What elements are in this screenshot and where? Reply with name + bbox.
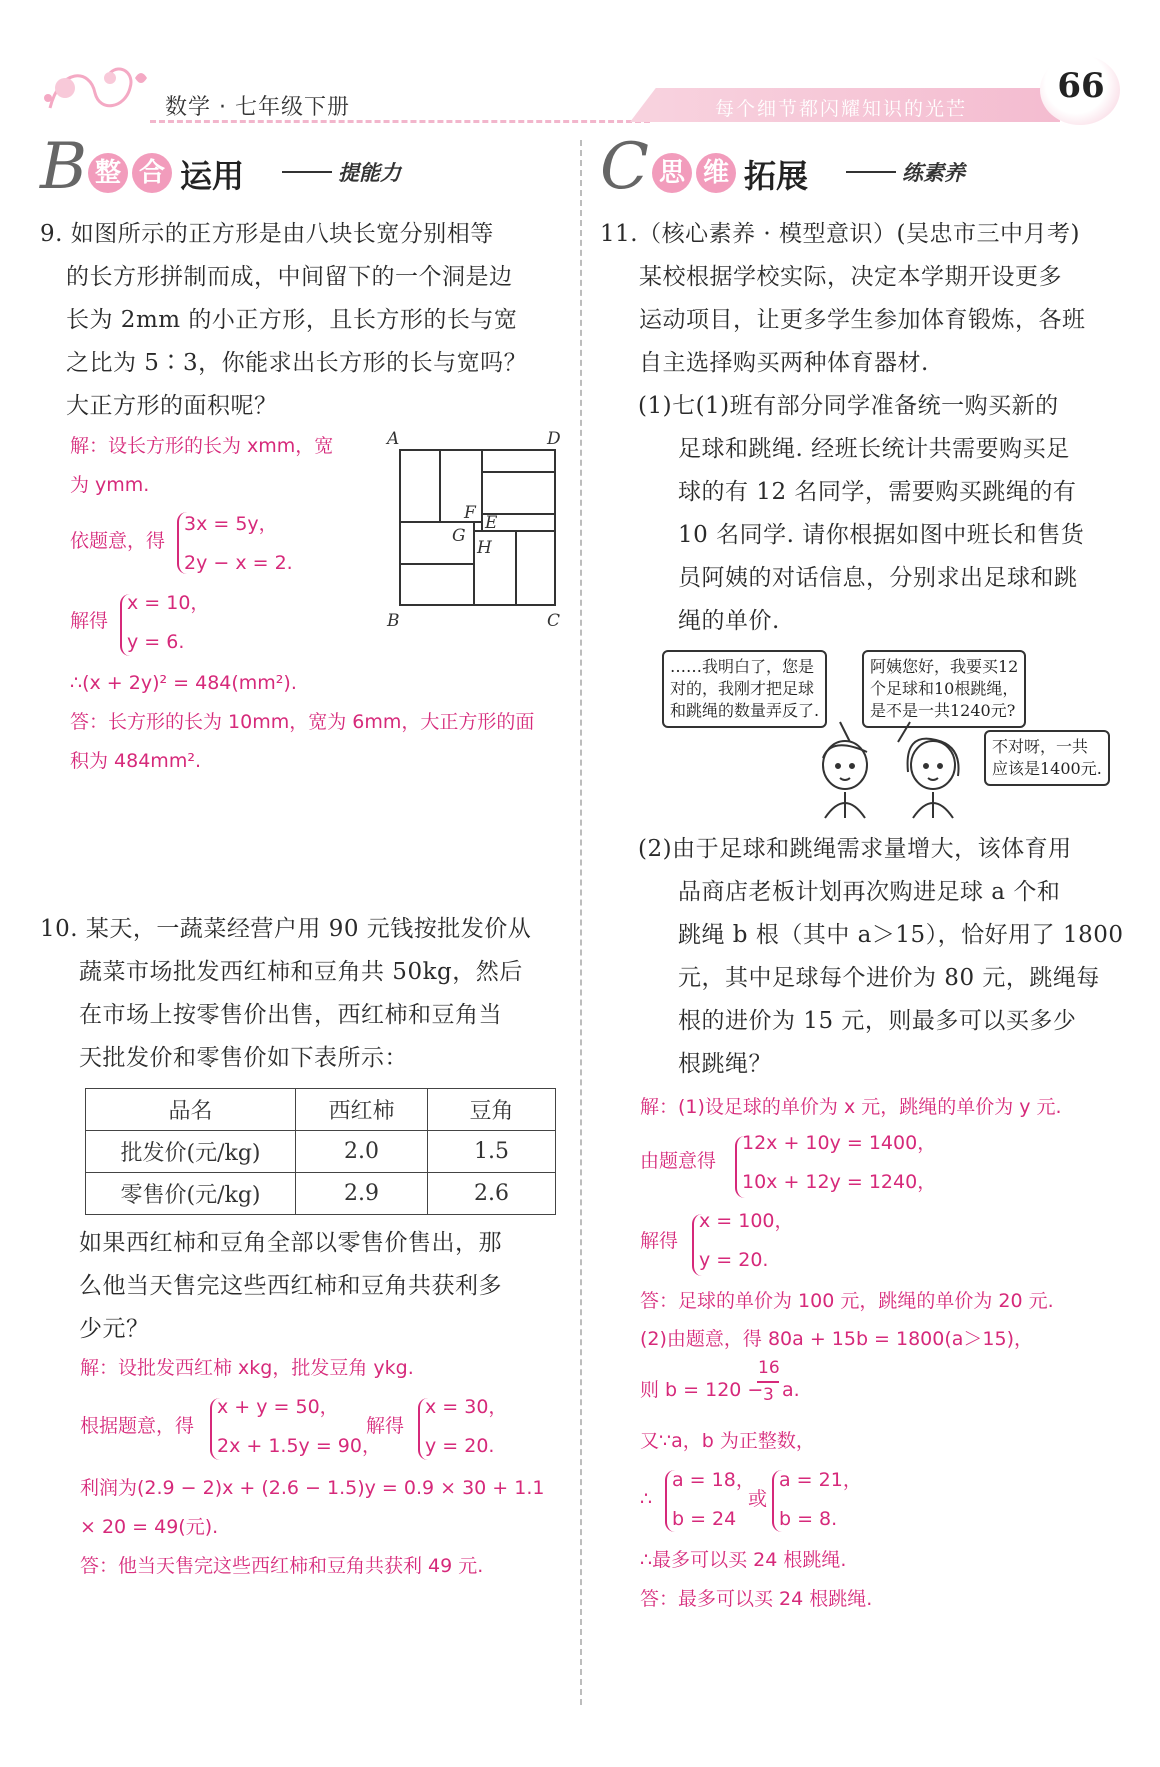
q10-profit-1: 利润为(2.9 − 2)x + (2.6 − 1.5)y = 0.9 × 30 + 1.1 bbox=[80, 1477, 545, 1499]
section-circle-1: 思 bbox=[652, 153, 692, 193]
label-f: F bbox=[464, 503, 476, 523]
bubble-line: 个足球和10根跳绳， bbox=[870, 679, 1019, 698]
table-cell: 1.5 bbox=[428, 1131, 556, 1173]
q11-part1-line: 球的有 12 名同学，需要购买跳绳的有 bbox=[678, 479, 1077, 505]
q11-part2-line: 根的进价为 15 元，则最多可以买多少 bbox=[678, 1008, 1077, 1034]
q11-case1-b: b = 24 bbox=[672, 1508, 737, 1530]
bubble-line: 对的，我刚才把足球 bbox=[670, 679, 815, 698]
table-row bbox=[86, 1131, 556, 1173]
q9-line: 9. 如图所示的正方形是由八块长宽分别相等 bbox=[40, 221, 494, 247]
section-sub: 提能力 bbox=[338, 160, 401, 185]
q11-part1-line: (1)七(1)班有部分同学准备统一购买新的 bbox=[638, 393, 1059, 419]
q9-sol2: y = 6. bbox=[127, 631, 185, 653]
label-h: H bbox=[477, 538, 492, 558]
table-header-cell: 豆角 bbox=[428, 1089, 556, 1131]
q11-part1 bbox=[638, 385, 1130, 643]
q11-frac-den: 3 bbox=[763, 1385, 774, 1405]
q11-part2-line: 跳绳 b 根（其中 a＞15），恰好用了 1800 bbox=[678, 922, 1124, 948]
q11-most: ∴最多可以买 24 根跳绳. bbox=[640, 1549, 847, 1571]
section-word: 运用 bbox=[180, 157, 245, 195]
section-sub: 练素养 bbox=[902, 160, 965, 185]
q11-frac-bar bbox=[757, 1381, 779, 1383]
bubble-line: 应该是1400元. bbox=[992, 759, 1102, 778]
slogan-text: 每个细节都闪耀知识的光芒 bbox=[715, 98, 968, 120]
q11-answer-1: 解：(1)设足球的单价为 x 元，跳绳的单价为 y 元. bbox=[640, 1096, 1062, 1118]
dialogue-characters-illustration bbox=[800, 720, 980, 820]
speech-bubble-clerk bbox=[984, 730, 1110, 786]
q11-part2 bbox=[638, 828, 1130, 1086]
book-title: 数学 · 七年级下册 bbox=[165, 95, 350, 120]
q11-part2-line: (2)由于足球和跳绳需求量增大，该体育用 bbox=[638, 836, 1072, 862]
q9-sol1: x = 10， bbox=[127, 592, 210, 614]
label-d: D bbox=[547, 429, 561, 449]
q9-eq2: 2y − x = 2. bbox=[184, 552, 293, 574]
q10-after-line: 么他当天售完这些西红柿和豆角共获利多 bbox=[79, 1273, 502, 1299]
table-cell: 2.0 bbox=[296, 1131, 428, 1173]
bubble-line: 阿姨您好，我要买12 bbox=[870, 657, 1019, 676]
table-header-cell: 西红柿 bbox=[296, 1089, 428, 1131]
q11-line: 11.（核心素养 · 模型意识）(吴忠市三中月考) bbox=[600, 221, 1080, 247]
q9-line: 的长方形拼制而成，中间留下的一个洞是边 bbox=[66, 264, 513, 290]
q9-final-2: 积为 484mm². bbox=[70, 750, 201, 772]
q11-solve: 解得 bbox=[640, 1230, 679, 1252]
q11-case2-a: a = 21， bbox=[779, 1469, 862, 1491]
q10-sol1: x = 30， bbox=[425, 1396, 508, 1418]
q10-answer-1: 解：设批发西红柿 xkg，批发豆角 ykg. bbox=[80, 1357, 414, 1379]
q10-eq2: 2x + 1.5y = 90， bbox=[217, 1435, 381, 1457]
flourish-ornament-icon bbox=[40, 58, 150, 120]
page-number: 66 bbox=[1057, 66, 1105, 106]
q10-text bbox=[40, 908, 570, 1080]
q9-text bbox=[40, 213, 570, 428]
q11-part2-line: 品商店老板计划再次购进足球 a 个和 bbox=[678, 879, 1061, 905]
q11-then-suffix: a. bbox=[782, 1379, 800, 1401]
q11-then-prefix: 则 b = 120 − bbox=[640, 1379, 764, 1401]
page-header bbox=[0, 0, 1160, 130]
q9-square-figure bbox=[385, 428, 570, 633]
q11-therefore: ∴ bbox=[640, 1488, 653, 1510]
q11-part1-line: 10 名同学. 请你根据如图中班长和售货 bbox=[678, 522, 1085, 548]
section-word: 拓展 bbox=[744, 157, 809, 195]
q10-line: 天批发价和零售价如下表所示： bbox=[79, 1045, 408, 1071]
bubble-line: ……我明白了，您是 bbox=[670, 657, 815, 676]
section-dash bbox=[282, 171, 332, 173]
q11-case1-a: a = 18， bbox=[672, 1469, 755, 1491]
q9-answer-1: 解：设长方形的长为 xmm，宽 bbox=[70, 435, 334, 457]
q11-final-1: 答：足球的单价为 100 元，跳绳的单价为 20 元. bbox=[640, 1290, 1054, 1312]
column-divider bbox=[580, 140, 582, 1705]
table-cell: 零售价(元/kg) bbox=[86, 1173, 296, 1215]
q11-part2-answer: (2)由题意，得 80a + 15b = 1800(a＞15)， bbox=[640, 1328, 1034, 1350]
q11-basis: 由题意得 bbox=[640, 1150, 717, 1172]
q11-sol2: y = 20. bbox=[699, 1249, 769, 1271]
q10-basis: 根据题意，得 bbox=[80, 1415, 195, 1437]
q9-solve: 解得 bbox=[70, 610, 109, 632]
section-c-header bbox=[600, 130, 1100, 205]
speech-bubble-boy bbox=[662, 650, 827, 728]
q11-part2-line: 元，其中足球每个进价为 80 元，跳绳每 bbox=[678, 965, 1100, 991]
section-letter: C bbox=[600, 130, 649, 204]
q9-final-1: 答：长方形的长为 10mm，宽为 6mm，大正方形的面 bbox=[70, 711, 535, 733]
table-cell: 2.9 bbox=[296, 1173, 428, 1215]
section-circle-2: 维 bbox=[696, 153, 736, 193]
q10-line: 蔬菜市场批发西红柿和豆角共 50kg，然后 bbox=[79, 959, 523, 985]
q11-final-2: 答：最多可以买 24 根跳绳. bbox=[640, 1588, 873, 1610]
q11-eq1: 12x + 10y = 1400， bbox=[742, 1132, 937, 1154]
section-letter: B bbox=[40, 130, 88, 204]
q11-line: 某校根据学校实际，决定本学期开设更多 bbox=[639, 264, 1062, 290]
bubble-line: 和跳绳的数量弄反了. bbox=[670, 701, 820, 720]
section-b-header bbox=[40, 130, 540, 205]
q10-sol2: y = 20. bbox=[425, 1435, 495, 1457]
q11-line: 运动项目，让更多学生参加体育锻炼，各班 bbox=[639, 307, 1086, 333]
q10-after-text bbox=[79, 1222, 569, 1351]
q9-answer-2: 为 ymm. bbox=[70, 474, 150, 496]
speech-bubble-request bbox=[862, 650, 1026, 728]
label-b: B bbox=[387, 611, 400, 631]
q11-part1-line: 绳的单价. bbox=[678, 608, 780, 634]
q9-line: 长为 2mm 的小正方形，且长方形的长与宽 bbox=[66, 307, 518, 333]
bubble-line: 是不是一共1240元? bbox=[870, 701, 1016, 720]
q11-line: 自主选择购买两种体育器材. bbox=[639, 350, 929, 376]
q9-eq1: 3x = 5y， bbox=[184, 513, 278, 535]
q9-line: 大正方形的面积呢？ bbox=[66, 393, 278, 419]
label-a: A bbox=[387, 429, 400, 449]
q10-after-line: 少元？ bbox=[79, 1316, 150, 1342]
label-e: E bbox=[485, 513, 498, 533]
table-cell: 2.6 bbox=[428, 1173, 556, 1215]
section-circle-1: 整 bbox=[88, 153, 128, 193]
table-header-row bbox=[86, 1089, 556, 1131]
q10-final: 答：他当天售完这些西红柿和豆角共获利 49 元. bbox=[80, 1555, 484, 1577]
q10-line: 在市场上按零售价出售，西红柿和豆角当 bbox=[79, 1002, 502, 1028]
q9-line: 之比为 5∶3，你能求出长方形的长与宽吗？ bbox=[66, 350, 528, 376]
label-c: C bbox=[547, 611, 561, 631]
q10-profit-2: × 20 = 49(元). bbox=[80, 1516, 219, 1538]
q11-part1-line: 足球和跳绳. 经班长统计共需要购买足 bbox=[678, 436, 1070, 462]
table-row bbox=[86, 1173, 556, 1215]
price-table bbox=[85, 1088, 556, 1215]
table-header-cell: 品名 bbox=[86, 1089, 296, 1131]
q10-after-line: 如果西红柿和豆角全部以零售价售出，那 bbox=[79, 1230, 502, 1256]
q11-or: 或 bbox=[748, 1488, 768, 1510]
q9-basis: 依题意，得 bbox=[70, 530, 166, 552]
q9-calc: ∴(x + 2y)² = 484(mm²). bbox=[70, 672, 297, 694]
q10-solve: 解得 bbox=[366, 1415, 405, 1437]
q10-eq1: x + y = 50， bbox=[217, 1396, 339, 1418]
q11-part1-line: 员阿姨的对话信息，分别求出足球和跳 bbox=[678, 565, 1078, 591]
q11-text bbox=[600, 213, 1130, 385]
q10-line: 10. 某天，一蔬菜经营户用 90 元钱按批发价从 bbox=[40, 916, 532, 942]
q11-case2-b: b = 8. bbox=[779, 1508, 838, 1530]
section-dash bbox=[846, 171, 896, 173]
q11-eq2: 10x + 12y = 1240， bbox=[742, 1171, 937, 1193]
q11-frac-num: 16 bbox=[758, 1358, 780, 1378]
q11-also: 又∵a，b 为正整数， bbox=[640, 1430, 815, 1452]
label-g: G bbox=[452, 526, 466, 546]
header-dash-line bbox=[150, 120, 650, 123]
q11-part2-line: 根跳绳？ bbox=[678, 1051, 772, 1077]
bubble-line: 不对呀，一共 bbox=[992, 737, 1089, 756]
q11-sol1: x = 100， bbox=[699, 1210, 794, 1232]
table-cell: 批发价(元/kg) bbox=[86, 1131, 296, 1173]
section-circle-2: 合 bbox=[132, 153, 172, 193]
